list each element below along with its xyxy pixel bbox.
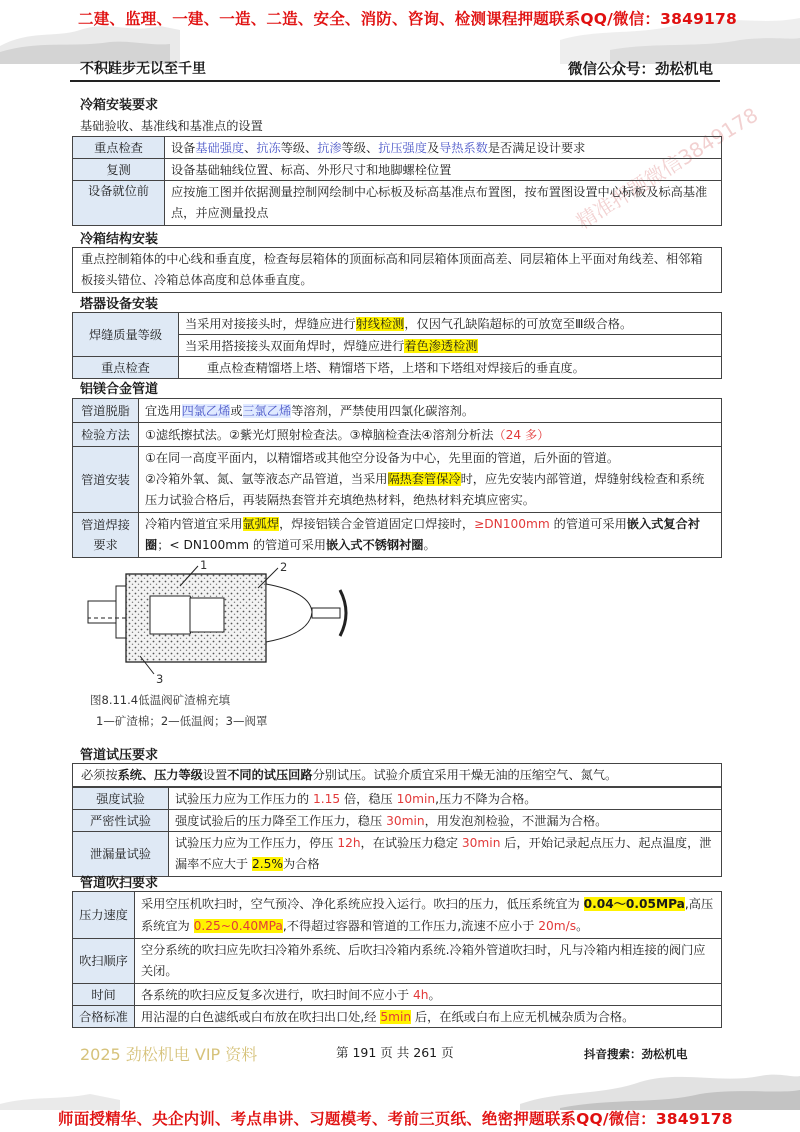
- row-key: 检验方法: [73, 423, 139, 447]
- table-purge: [72, 891, 722, 1028]
- table-row: [73, 423, 722, 447]
- header-rule: [70, 80, 720, 82]
- row-value: 当采用对接接头时，焊缝应进行射线检测，仅因气孔缺陷超标的可放宽至Ⅲ级合格。: [179, 313, 722, 335]
- header-motto: 不积跬步无以至千里: [80, 61, 206, 77]
- footer-vip-label: 2025 劲松机电 VIP 资料: [80, 1045, 258, 1064]
- table-row: [73, 788, 722, 810]
- table-row: [73, 137, 722, 159]
- pressure-test-intro: 必须按系统、压力等级设置不同的试压回路分别试压。试验介质宜采用干燥无油的压缩空气、氮气。: [72, 763, 722, 787]
- table-row: [73, 939, 722, 984]
- table-tower-install: [72, 312, 722, 379]
- figure-caption: 图8.11.4低温阀矿渣棉充填: [90, 693, 231, 707]
- row-key: 设备就位前: [73, 181, 165, 226]
- row-value: 各系统的吹扫应反复多次进行，吹扫时间不应小于 4h。: [135, 984, 722, 1006]
- section-subtitle-foundation: 基础验收、基准线和基准点的设置: [80, 119, 263, 133]
- row-value: ①在同一高度平面内，以精馏塔或其他空分设备为中心，先里面的管道，后外面的管道。 ②冷箱外氧、氮、氩等液态产品管道，当采用隔热套管保冷时，应先安装内部管道，焊缝射线检查和系统压力试验合格后，再装隔热套管并充填绝热材料，绝热材料充填应密实。: [139, 447, 722, 513]
- figure-label-1: 1: [200, 558, 208, 572]
- section-title-purge: 管道吹扫要求: [80, 876, 159, 891]
- footer-douyin-search: 抖音搜索：劲松机电: [584, 1047, 688, 1061]
- page-number: 第 191 页 共 261 页: [336, 1045, 454, 1060]
- table-row: [73, 984, 722, 1006]
- row-key: 复测: [73, 159, 165, 181]
- table-row: [73, 513, 722, 558]
- row-key: 压力速度: [73, 892, 135, 939]
- table-row: [73, 832, 722, 877]
- row-value: 设备基础轴线位置、标高、外形尺寸和地脚螺栓位置: [165, 159, 722, 181]
- row-value: 用沾湿的白色滤纸或白布放在吹扫出口处,经 5min 后，在纸或白布上应无机械杂质为合格。: [135, 1006, 722, 1028]
- section-title-al-mg-pipe: 铝镁合金管道: [80, 382, 159, 397]
- figure-label-2: 2: [280, 560, 288, 574]
- row-key: 管道脱脂: [73, 399, 139, 423]
- table-row: [73, 181, 722, 226]
- row-value: 试验压力应为工作压力，停压 12h，在试验压力稳定 30min 后，开始记录起点压力、起点温度，泄漏率不应大于 2.5%为合格: [169, 832, 722, 877]
- row-key: 合格标准: [73, 1006, 135, 1028]
- table-coldbox-install: [72, 136, 722, 226]
- row-value: 当采用搭接接头双面角焊时，焊缝应进行着色渗透检测: [179, 335, 722, 357]
- coldbox-structure-text: 重点控制箱体的中心线和垂直度，检查每层箱体的顶面标高和同层箱体顶面高差、同层箱体上平面对角线差、相邻箱板接头错位、冷箱总体高度和总体垂直度。: [72, 247, 722, 293]
- table-row: [73, 313, 722, 335]
- row-value: 空分系统的吹扫应先吹扫冷箱外系统、后吹扫冷箱内系统.冷箱外管道吹扫时，凡与冷箱内相连接的阀门应关闭。: [135, 939, 722, 984]
- row-key: 重点检查: [73, 357, 179, 379]
- row-value: 宜选用四氯乙烯或三氯乙烯等溶剂，严禁使用四氯化碳溶剂。: [139, 399, 722, 423]
- section-title-tower-install: 塔器设备安装: [80, 297, 159, 312]
- row-key: 管道焊接要求: [73, 513, 139, 558]
- figure-legend: 1—矿渣棉；2—低温阀；3—阀罩: [96, 714, 268, 728]
- section-title-coldbox-structure: 冷箱结构安装: [80, 232, 159, 247]
- row-key: 管道安装: [73, 447, 139, 513]
- table-al-mg-pipe: [72, 398, 722, 558]
- row-key: 强度试验: [73, 788, 169, 810]
- ink-mountain-decoration-bottom: [0, 1060, 800, 1110]
- row-value: 重点检查精馏塔上塔、精馏塔下塔，上塔和下塔组对焊接后的垂直度。: [179, 357, 722, 379]
- figure-label-3: 3: [156, 672, 164, 686]
- table-row: [73, 892, 722, 939]
- row-value: 冷箱内管道宜采用氩弧焊，焊接铝镁合金管道固定口焊接时，≥DN100mm 的管道可采用嵌入式复合衬圈；< DN100mm 的管道可采用嵌入式不锈钢衬圈。: [139, 513, 722, 558]
- watermark-text: 精准押题微信3849178: [572, 102, 763, 234]
- table-row: [73, 447, 722, 513]
- row-value: 采用空压机吹扫时，空气预冷、净化系统应投入运行。吹扫的压力，低压系统宜为 0.04～0.05MPa,高压系统宜为 0.25~0.40MPa,不得超过容器和管道的工作压力,流速不应小于 20m/s。: [135, 892, 722, 939]
- table-row: [73, 1006, 722, 1028]
- row-key: 重点检查: [73, 137, 165, 159]
- row-key: 泄漏量试验: [73, 832, 169, 877]
- promo-banner-bottom: 师面授精华、央企内训、考点串讲、习题模考、考前三页纸、绝密押题联系QQ/微信：3849178: [58, 1110, 733, 1128]
- row-value: ①滤纸擦拭法。②紫光灯照射检查法。③樟脑检查法④溶剂分析法（24 多）: [139, 423, 722, 447]
- row-key: 严密性试验: [73, 810, 169, 832]
- row-value: 强度试验后的压力降至工作压力，稳压 30min，用发泡剂检验，不泄漏为合格。: [169, 810, 722, 832]
- table-pressure-test: [72, 787, 722, 877]
- section-title-coldbox-install: 冷箱安装要求: [80, 98, 159, 113]
- section-title-pressure-test: 管道试压要求: [80, 748, 159, 763]
- row-key: 时间: [73, 984, 135, 1006]
- table-row: [73, 159, 722, 181]
- promo-banner-top: 二建、监理、一建、一造、二造、安全、消防、咨询、检测课程押题联系QQ/微信：3849178: [78, 10, 738, 28]
- row-key: 焊缝质量等级: [73, 313, 179, 357]
- table-row: [73, 357, 722, 379]
- row-key: 吹扫顺序: [73, 939, 135, 984]
- row-value: 设备基础强度、抗冻等级、抗渗等级、抗压强度及导热系数是否满足设计要求: [165, 137, 722, 159]
- row-value: 试验压力应为工作压力的 1.15 倍，稳压 10min,压力不降为合格。: [169, 788, 722, 810]
- header-wechat-account: 微信公众号：劲松机电: [568, 62, 713, 78]
- valve-slag-wool-figure: [80, 556, 380, 686]
- table-row: [73, 810, 722, 832]
- row-value: 应按施工图并依据测量控制网绘制中心标板及标高基准点布置图，按布置图设置中心标板及标高基准点，并应测量投点: [165, 181, 722, 226]
- table-row: [73, 399, 722, 423]
